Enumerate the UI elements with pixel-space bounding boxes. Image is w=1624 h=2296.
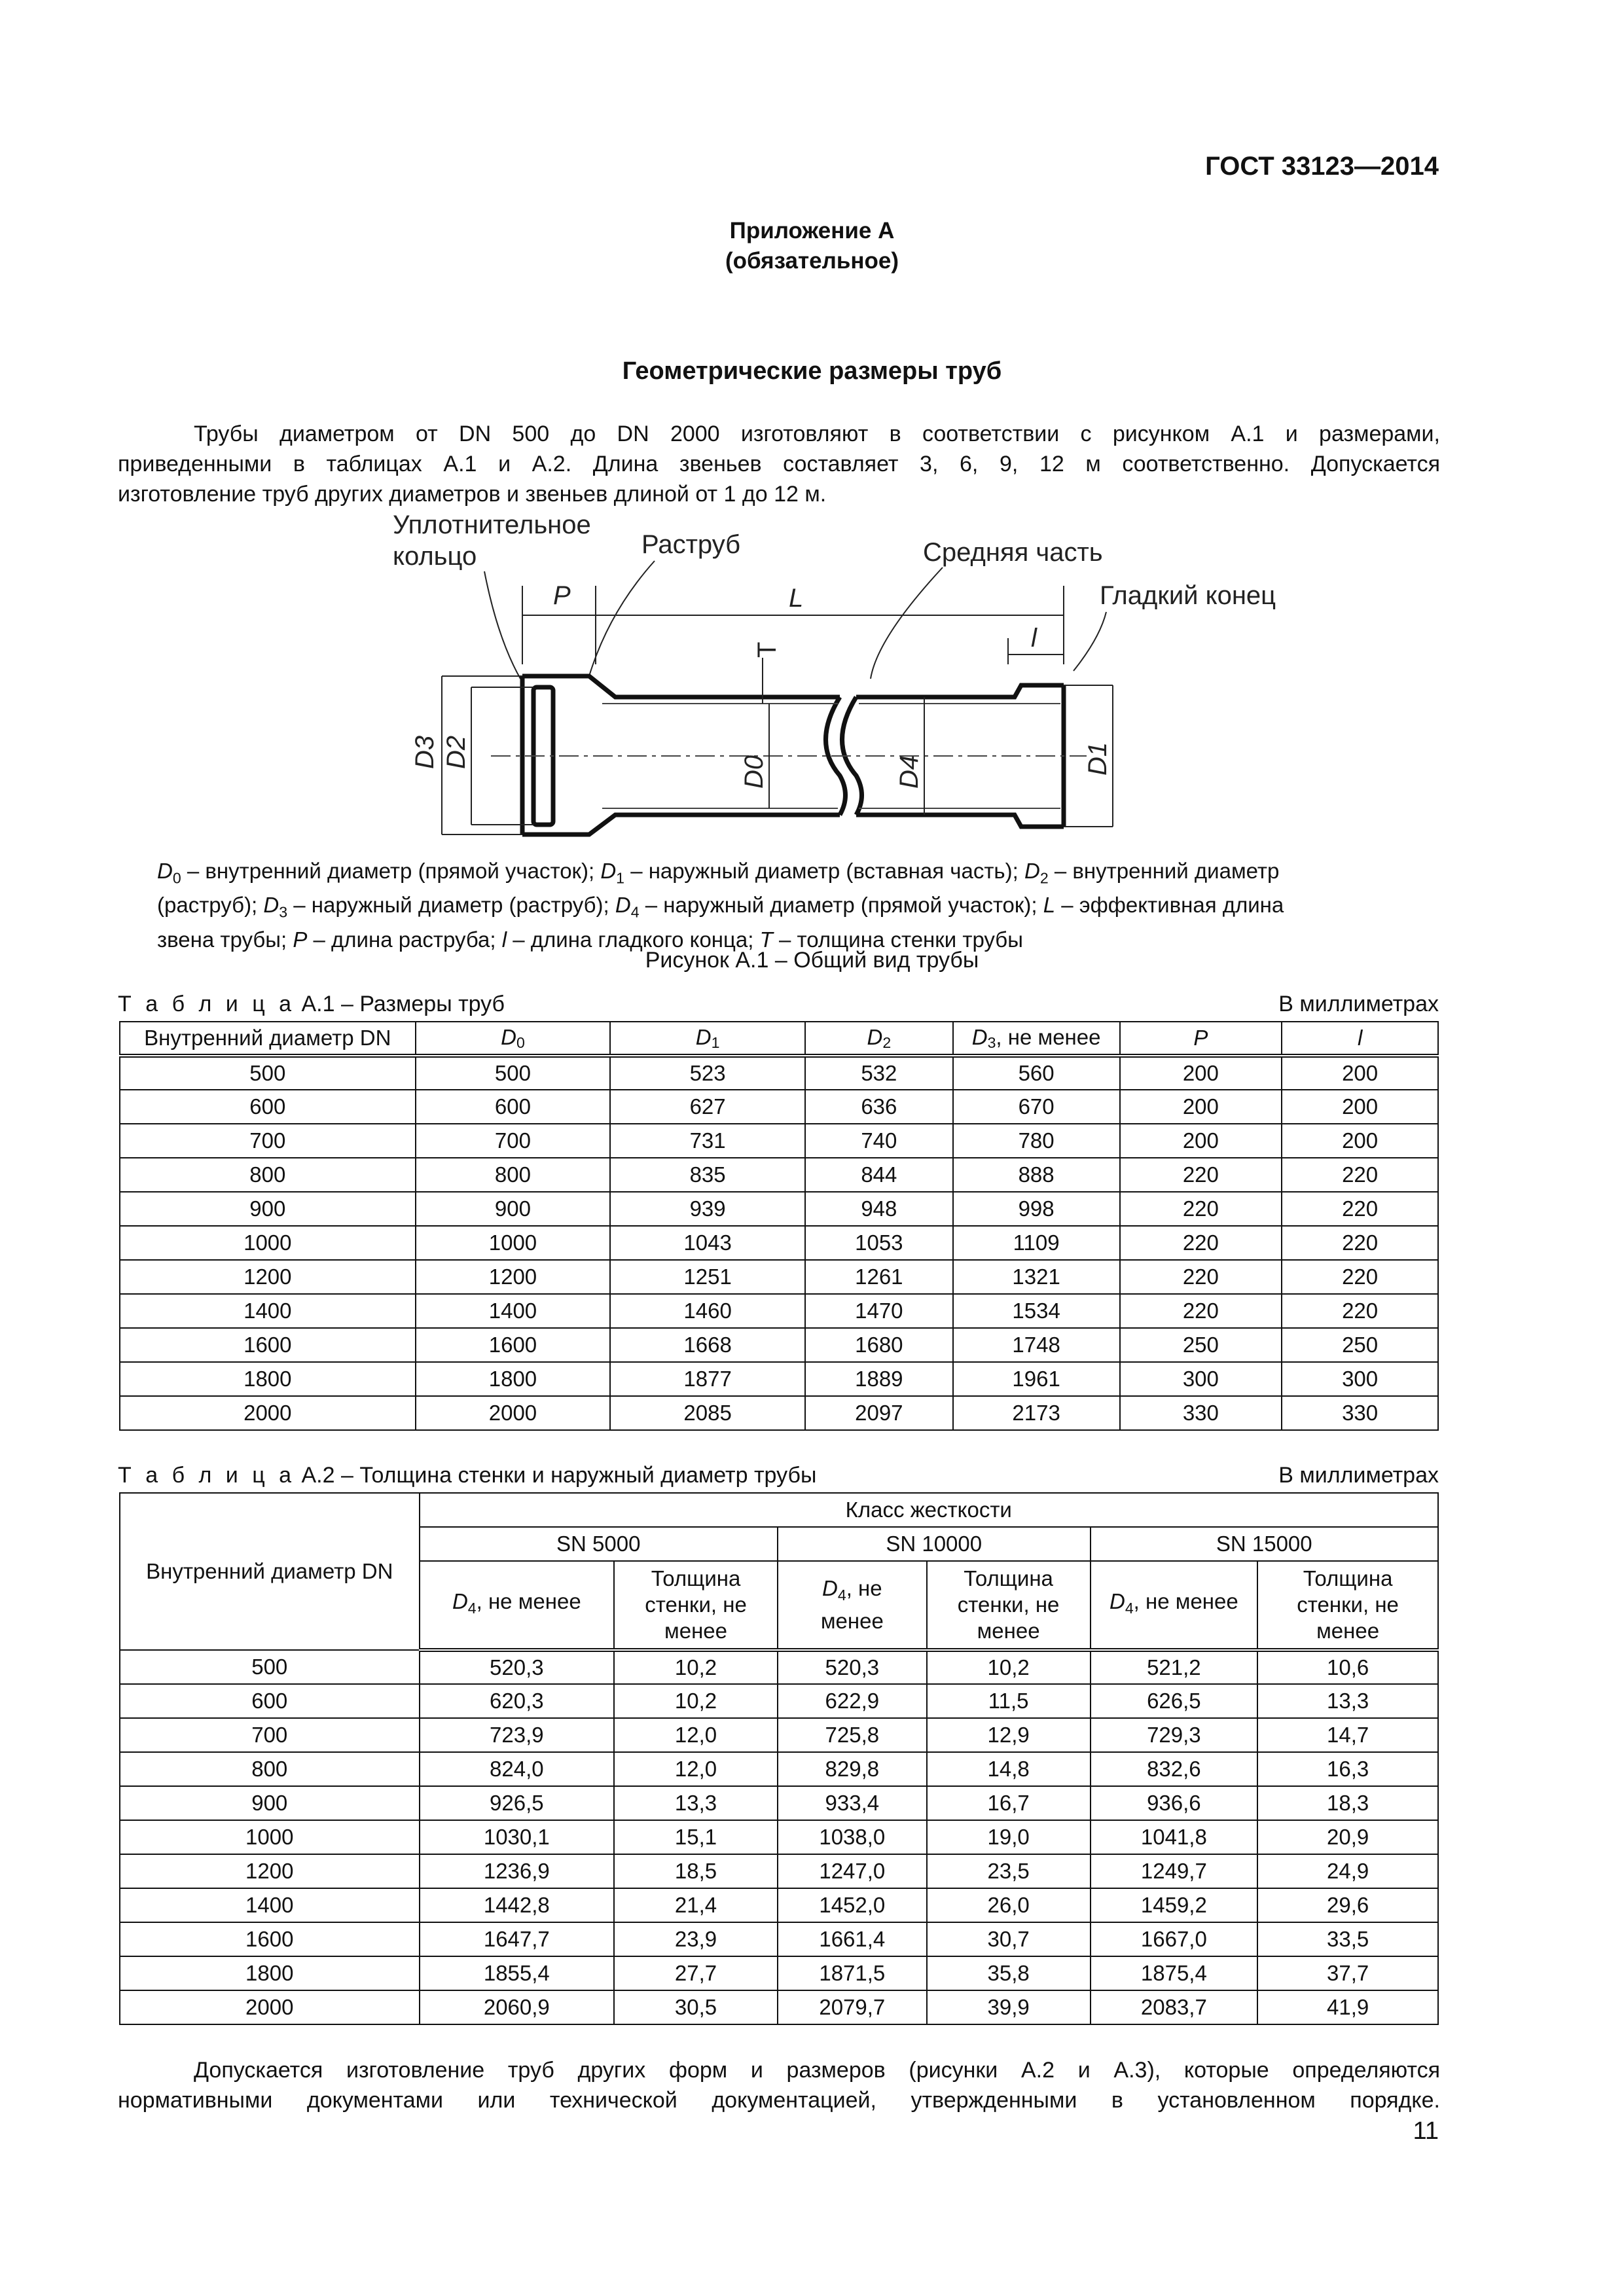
- table-row: [120, 1090, 1438, 1124]
- table-row: [120, 1328, 1438, 1362]
- table-cell: 1875,4: [1091, 1956, 1258, 1990]
- table-cell: 1236,9: [420, 1854, 615, 1888]
- table-cell: 1459,2: [1091, 1888, 1258, 1922]
- table-cell: 800: [120, 1158, 416, 1192]
- pipe-figure: [393, 507, 1309, 848]
- table-cell: 1053: [805, 1226, 953, 1260]
- table-cell: 520,3: [420, 1650, 615, 1684]
- table-cell: 1251: [610, 1260, 805, 1294]
- table-cell: 12,0: [614, 1718, 778, 1752]
- table-cell: 500: [120, 1650, 420, 1684]
- table-cell: 200: [1120, 1124, 1282, 1158]
- table-cell: 1600: [120, 1922, 420, 1956]
- table-cell: 1800: [416, 1362, 611, 1396]
- table-cell: 600: [416, 1090, 611, 1124]
- figure-caption: Рисунок А.1 – Общий вид трубы: [645, 948, 979, 973]
- table-cell: 1452,0: [778, 1888, 927, 1922]
- table-cell: 220: [1120, 1260, 1282, 1294]
- fig-label-D0: D0: [740, 755, 768, 789]
- table-cell: 300: [1120, 1362, 1282, 1396]
- table-cell: 1600: [416, 1328, 611, 1362]
- table-cell: 729,3: [1091, 1718, 1258, 1752]
- table-cell: 2000: [120, 1990, 420, 2024]
- col-header-l: l: [1282, 1022, 1438, 1056]
- table-cell: 829,8: [778, 1752, 927, 1786]
- table-cell: 700: [120, 1718, 420, 1752]
- table-cell: 600: [120, 1684, 420, 1718]
- col-header-sn10000: SN 10000: [778, 1527, 1091, 1561]
- fig-label-T: T: [753, 641, 782, 658]
- table-cell: 200: [1282, 1124, 1438, 1158]
- table-cell: 998: [953, 1192, 1120, 1226]
- table-cell: 1041,8: [1091, 1820, 1258, 1854]
- table-row: [120, 1752, 1438, 1786]
- table-wall-thickness: [119, 1492, 1439, 2025]
- table-row: [120, 1294, 1438, 1328]
- intro-line: приведенными в таблицах А.1 и А.2. Длина звеньев составляет 3, 6, 9, 12 м соответственно. Допускается: [118, 452, 1440, 476]
- table-row: [120, 1396, 1438, 1430]
- legend-line: звена трубы; P – длина раструба; l – длина гладкого конца; T – толщина стенки трубы: [157, 927, 1023, 952]
- table-cell: 835: [610, 1158, 805, 1192]
- table-cell: 520,3: [778, 1650, 927, 1684]
- table-cell: 16,3: [1257, 1752, 1438, 1786]
- table-cell: 1460: [610, 1294, 805, 1328]
- fig-label-seal-ring-2: кольцо: [393, 542, 477, 571]
- fig-label-L: L: [789, 584, 804, 613]
- table-cell: 627: [610, 1090, 805, 1124]
- table-cell: 30,7: [927, 1922, 1091, 1956]
- fig-label-D2: D2: [442, 735, 471, 769]
- table-cell: 670: [953, 1090, 1120, 1124]
- table-cell: 1200: [416, 1260, 611, 1294]
- table-cell: 11,5: [927, 1684, 1091, 1718]
- table-cell: 844: [805, 1158, 953, 1192]
- table-cell: 18,3: [1257, 1786, 1438, 1820]
- table-cell: 1400: [120, 1294, 416, 1328]
- table-cell: 1534: [953, 1294, 1120, 1328]
- table-cell: 2083,7: [1091, 1990, 1258, 2024]
- table-cell: 933,4: [778, 1786, 927, 1820]
- annex-kind: (обязательное): [725, 248, 899, 274]
- table-cell: 1043: [610, 1226, 805, 1260]
- table-cell: 723,9: [420, 1718, 615, 1752]
- fig-label-D1: D1: [1083, 742, 1112, 776]
- table-cell: 10,2: [614, 1650, 778, 1684]
- table-cell: 41,9: [1257, 1990, 1438, 2024]
- table-row: [120, 1650, 1438, 1684]
- col-header-thickness: Толщина стенки, не менее: [1257, 1561, 1438, 1650]
- table-row: [120, 1956, 1438, 1990]
- table-row: [120, 1888, 1438, 1922]
- table-cell: 523: [610, 1056, 805, 1090]
- table-row: [120, 1124, 1438, 1158]
- table-cell: 35,8: [927, 1956, 1091, 1990]
- col-header-thickness: Толщина стенки, не менее: [927, 1561, 1091, 1650]
- table-cell: 1470: [805, 1294, 953, 1328]
- table-cell: 220: [1282, 1260, 1438, 1294]
- table-cell: 13,3: [1257, 1684, 1438, 1718]
- table-cell: 21,4: [614, 1888, 778, 1922]
- table-cell: 2000: [120, 1396, 416, 1430]
- col-header-d4: $D_4$, не менее: [778, 1561, 927, 1650]
- table-cell: 521,2: [1091, 1650, 1258, 1684]
- table-cell: 936,6: [1091, 1786, 1258, 1820]
- table-row: [120, 1922, 1438, 1956]
- table-cell: 1400: [416, 1294, 611, 1328]
- table-row: [120, 1854, 1438, 1888]
- table-cell: 636: [805, 1090, 953, 1124]
- table-cell: 14,7: [1257, 1718, 1438, 1752]
- table-cell: 939: [610, 1192, 805, 1226]
- table-cell: 1442,8: [420, 1888, 615, 1922]
- table-cell: 1800: [120, 1362, 416, 1396]
- table-cell: 2079,7: [778, 1990, 927, 2024]
- table-cell: 1038,0: [778, 1820, 927, 1854]
- table-cell: 250: [1282, 1328, 1438, 1362]
- table-cell: 2085: [610, 1396, 805, 1430]
- table-cell: 1661,4: [778, 1922, 927, 1956]
- standard-number: ГОСТ 33123—2014: [1205, 152, 1439, 181]
- fig-label-spigot: Гладкий конец: [1100, 581, 1276, 610]
- table-cell: 1748: [953, 1328, 1120, 1362]
- table-cell: 220: [1120, 1192, 1282, 1226]
- col-header-d2: $D_2$: [805, 1022, 953, 1056]
- col-header-d4: $D_4$, не менее: [420, 1561, 615, 1650]
- table-cell: 200: [1282, 1090, 1438, 1124]
- col-header-d0: $D_0$: [416, 1022, 611, 1056]
- table-cell: 1668: [610, 1328, 805, 1362]
- col-header-stiffness: Класс жесткости: [420, 1493, 1439, 1527]
- annex-title: Приложение А: [729, 218, 895, 243]
- table-cell: 14,8: [927, 1752, 1091, 1786]
- fig-label-D3: D3: [410, 735, 439, 769]
- intro-line: Трубы диаметром от DN 500 до DN 2000 изготовляют в соответствии с рисунком А.1 и размерами,: [194, 422, 1440, 446]
- table-cell: 800: [416, 1158, 611, 1192]
- table-cell: 500: [416, 1056, 611, 1090]
- table-cell: 731: [610, 1124, 805, 1158]
- table-cell: 626,5: [1091, 1684, 1258, 1718]
- col-header-d4: $D_4$, не менее: [1091, 1561, 1258, 1650]
- table-cell: 30,5: [614, 1990, 778, 2024]
- table-cell: 780: [953, 1124, 1120, 1158]
- table-row: [120, 1820, 1438, 1854]
- fig-label-seal-ring: Уплотнительное: [393, 511, 591, 539]
- table-cell: 1261: [805, 1260, 953, 1294]
- table-cell: 532: [805, 1056, 953, 1090]
- table-cell: 900: [120, 1786, 420, 1820]
- table-cell: 1667,0: [1091, 1922, 1258, 1956]
- table-cell: 2173: [953, 1396, 1120, 1430]
- table-cell: 800: [120, 1752, 420, 1786]
- col-header-thickness: Толщина стенки, не менее: [614, 1561, 778, 1650]
- table-row: [120, 1226, 1438, 1260]
- table-pipe-dimensions: [119, 1021, 1439, 1431]
- table-cell: 1680: [805, 1328, 953, 1362]
- table-cell: 10,6: [1257, 1650, 1438, 1684]
- table-cell: 888: [953, 1158, 1120, 1192]
- table-cell: 700: [120, 1124, 416, 1158]
- table-cell: 1247,0: [778, 1854, 927, 1888]
- fig-label-l: l: [1031, 624, 1037, 653]
- intro-paragraph: [118, 419, 1440, 509]
- table-cell: 200: [1120, 1056, 1282, 1090]
- annex-heading: [0, 216, 1624, 276]
- table-cell: 700: [416, 1124, 611, 1158]
- table-cell: 10,2: [614, 1684, 778, 1718]
- fig-label-D4: D4: [895, 755, 924, 789]
- table-cell: 500: [120, 1056, 416, 1090]
- legend-line: (раструб); $D_3$ – наружный диаметр (раструб); $D_4$ – наружный диаметр (прямой участок); L – эффективная длина: [157, 893, 1284, 921]
- table-row: [120, 1158, 1438, 1192]
- table-cell: 200: [1282, 1056, 1438, 1090]
- table-cell: 926,5: [420, 1786, 615, 1820]
- table-cell: 15,1: [614, 1820, 778, 1854]
- table-cell: 2000: [416, 1396, 611, 1430]
- section-title: Геометрические размеры труб: [622, 357, 1002, 385]
- table-cell: 1877: [610, 1362, 805, 1396]
- table-cell: 1249,7: [1091, 1854, 1258, 1888]
- table-row: [120, 1718, 1438, 1752]
- col-header-p: P: [1120, 1022, 1282, 1056]
- table-cell: 10,2: [927, 1650, 1091, 1684]
- fig-label-P: P: [553, 581, 571, 610]
- table-cell: 23,9: [614, 1922, 778, 1956]
- table-row: [120, 1990, 1438, 2024]
- table-cell: 220: [1282, 1192, 1438, 1226]
- table-cell: 220: [1120, 1226, 1282, 1260]
- table-cell: 24,9: [1257, 1854, 1438, 1888]
- table-cell: 622,9: [778, 1684, 927, 1718]
- table-cell: 900: [416, 1192, 611, 1226]
- col-header-d3: $D_3$, не менее: [953, 1022, 1120, 1056]
- table-cell: 1109: [953, 1226, 1120, 1260]
- table-cell: 725,8: [778, 1718, 927, 1752]
- table-cell: 1200: [120, 1260, 416, 1294]
- table-cell: 300: [1282, 1362, 1438, 1396]
- table-cell: 19,0: [927, 1820, 1091, 1854]
- table-cell: 1871,5: [778, 1956, 927, 1990]
- page-number: 11: [1413, 2117, 1439, 2145]
- table-row: [120, 1260, 1438, 1294]
- table-row: [120, 1056, 1438, 1090]
- table-cell: 1800: [120, 1956, 420, 1990]
- table-cell: 620,3: [420, 1684, 615, 1718]
- table-cell: 330: [1282, 1396, 1438, 1430]
- table-row: [120, 1684, 1438, 1718]
- col-header-d1: $D_1$: [610, 1022, 805, 1056]
- table-cell: 1889: [805, 1362, 953, 1396]
- intro-line: изготовление труб других диаметров и звеньев длиной от 1 до 12 м.: [118, 482, 827, 507]
- table-cell: 1030,1: [420, 1820, 615, 1854]
- table-cell: 1321: [953, 1260, 1120, 1294]
- closing-paragraph: [118, 2055, 1440, 2115]
- table2-body: [120, 1650, 1438, 2024]
- table-cell: 948: [805, 1192, 953, 1226]
- table-cell: 16,7: [927, 1786, 1091, 1820]
- table-cell: 1961: [953, 1362, 1120, 1396]
- table1-unit: В миллиметрах: [1278, 992, 1439, 1016]
- table-cell: 1000: [120, 1226, 416, 1260]
- table-cell: 23,5: [927, 1854, 1091, 1888]
- table2-caption: Т а б л и ц а А.2 – Толщина стенки и наружный диаметр трубы: [118, 1463, 817, 1488]
- figure-legend: [157, 857, 1466, 953]
- table-cell: 832,6: [1091, 1752, 1258, 1786]
- fig-label-socket: Раструб: [641, 530, 741, 559]
- table-cell: 560: [953, 1056, 1120, 1090]
- table-cell: 37,7: [1257, 1956, 1438, 1990]
- table1-caption: Т а б л и ц а А.1 – Размеры труб: [118, 992, 505, 1016]
- table2-unit: В миллиметрах: [1278, 1463, 1439, 1488]
- table-cell: 12,0: [614, 1752, 778, 1786]
- table-cell: 12,9: [927, 1718, 1091, 1752]
- closing-line: Допускается изготовление труб других форм и размеров (рисунки А.2 и А.3), которые определяются: [194, 2058, 1440, 2083]
- table-cell: 1000: [416, 1226, 611, 1260]
- table1-body: [120, 1056, 1438, 1430]
- table-cell: 13,3: [614, 1786, 778, 1820]
- table-cell: 33,5: [1257, 1922, 1438, 1956]
- table-cell: 740: [805, 1124, 953, 1158]
- table-cell: 29,6: [1257, 1888, 1438, 1922]
- table-cell: 39,9: [927, 1990, 1091, 2024]
- table-cell: 26,0: [927, 1888, 1091, 1922]
- table-cell: 220: [1282, 1158, 1438, 1192]
- table-cell: 1855,4: [420, 1956, 615, 1990]
- table-cell: 1647,7: [420, 1922, 615, 1956]
- col-header-sn5000: SN 5000: [420, 1527, 778, 1561]
- table-cell: 220: [1120, 1158, 1282, 1192]
- legend-line: $D_0$ – внутренний диаметр (прямой участок); $D_1$ – наружный диаметр (вставная часть); $D_2$ – внутренний диаметр: [157, 859, 1280, 887]
- table-cell: 220: [1282, 1294, 1438, 1328]
- closing-line: нормативными документами или технической документацией, утвержденными в установленном порядке.: [118, 2088, 1440, 2113]
- table-cell: 330: [1120, 1396, 1282, 1430]
- table-cell: 900: [120, 1192, 416, 1226]
- table-row: [120, 1362, 1438, 1396]
- table-cell: 2097: [805, 1396, 953, 1430]
- table-cell: 27,7: [614, 1956, 778, 1990]
- table-cell: 824,0: [420, 1752, 615, 1786]
- col-header-sn15000: SN 15000: [1091, 1527, 1439, 1561]
- table-cell: 220: [1120, 1294, 1282, 1328]
- col-header-dn: Внутренний диаметр DN: [120, 1493, 420, 1650]
- table-cell: 250: [1120, 1328, 1282, 1362]
- table-cell: 1000: [120, 1820, 420, 1854]
- table-cell: 20,9: [1257, 1820, 1438, 1854]
- table-cell: 18,5: [614, 1854, 778, 1888]
- table-cell: 600: [120, 1090, 416, 1124]
- table-cell: 1600: [120, 1328, 416, 1362]
- table-cell: 2060,9: [420, 1990, 615, 2024]
- table-row: [120, 1192, 1438, 1226]
- table-cell: 1400: [120, 1888, 420, 1922]
- table-row: [120, 1786, 1438, 1820]
- fig-label-middle: Средняя часть: [923, 538, 1103, 567]
- table-cell: 200: [1120, 1090, 1282, 1124]
- table-cell: 1200: [120, 1854, 420, 1888]
- table-cell: 220: [1282, 1226, 1438, 1260]
- col-header-dn: Внутренний диаметр DN: [120, 1022, 416, 1056]
